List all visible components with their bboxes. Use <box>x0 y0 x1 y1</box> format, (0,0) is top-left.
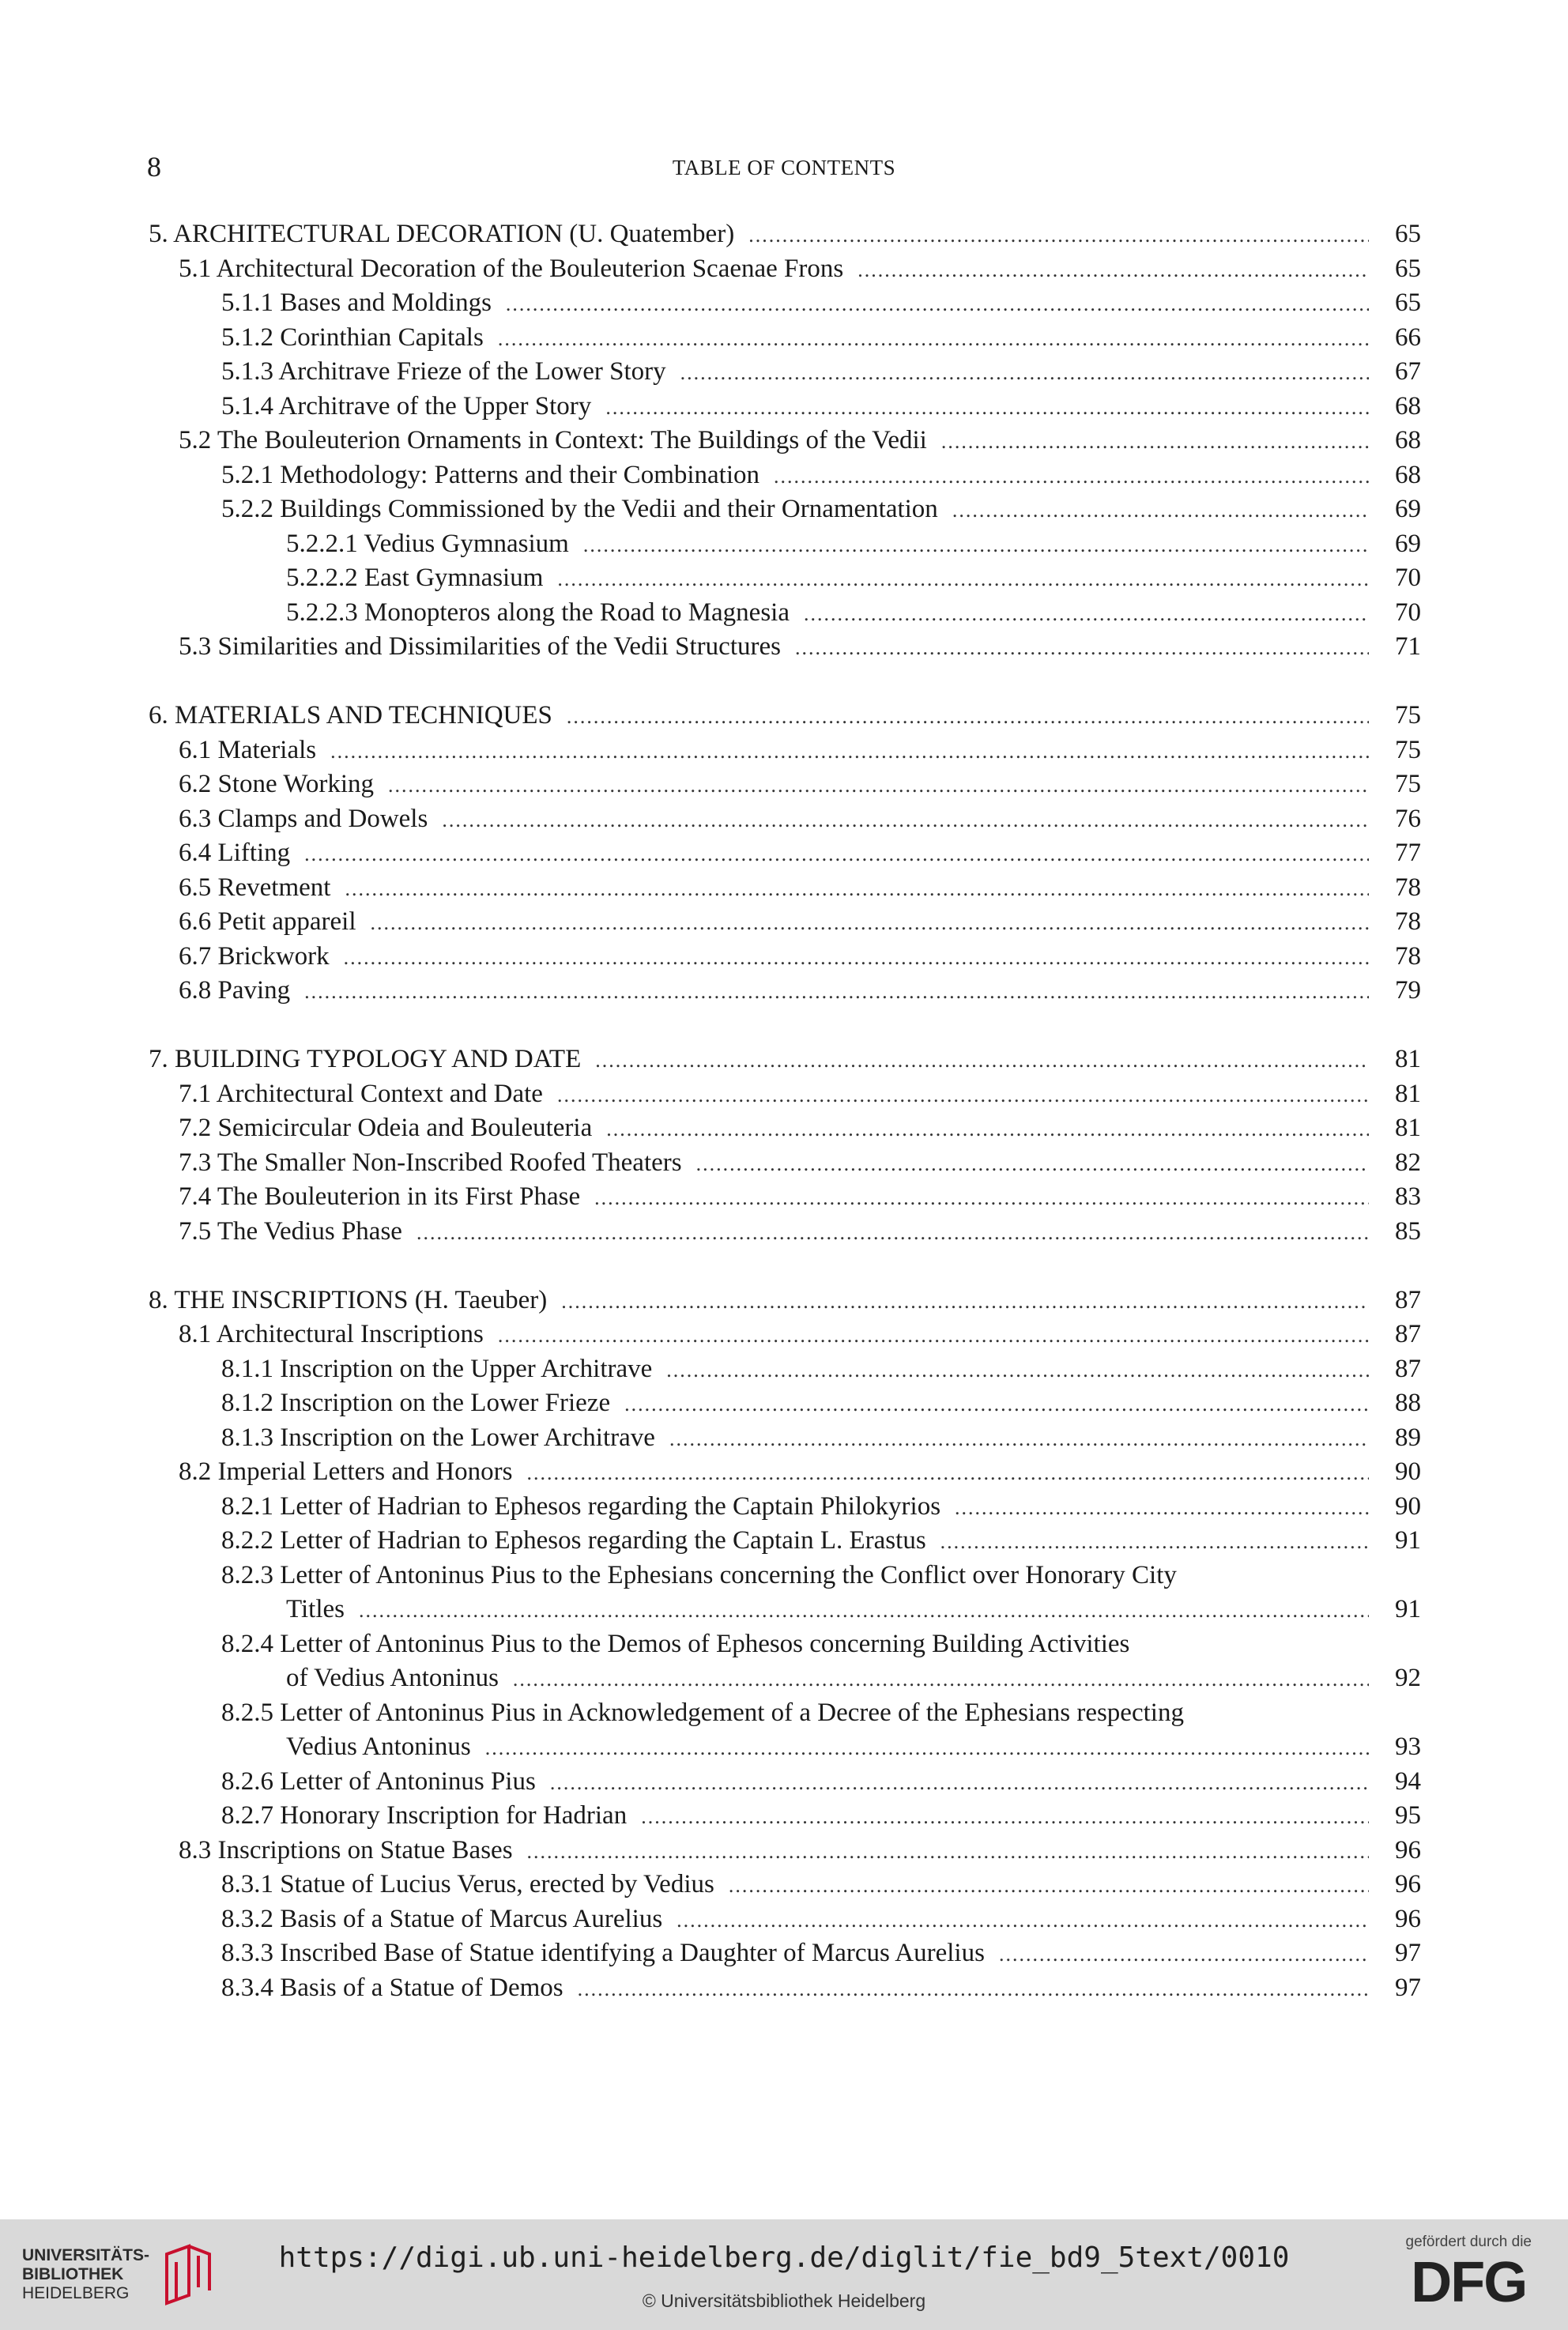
toc-entry-title: 5.1 Architectural Decoration of the Bouleuterion Scaenae Frons <box>179 254 844 283</box>
dot-leader <box>359 1593 1369 1628</box>
toc-entry-page: 76 <box>1395 804 1421 833</box>
toc-entry-title-continuation: of Vedius Antoninus <box>286 1664 499 1692</box>
dot-leader <box>795 631 1369 665</box>
toc-entry-title: 6.4 Lifting <box>179 839 291 867</box>
toc-entry-page: 96 <box>1395 1870 1421 1898</box>
toc-entry-title: 8.3 Inscriptions on Statue Bases <box>179 1835 513 1864</box>
toc-entry[interactable] <box>149 1936 1421 1971</box>
toc-entry-title: 5.2.2.2 East Gymnasium <box>286 564 544 592</box>
toc-entry[interactable] <box>149 355 1421 390</box>
toc-entry[interactable] <box>149 1834 1421 1868</box>
toc-entry-page: 90 <box>1395 1457 1421 1486</box>
dot-leader <box>344 941 1369 975</box>
toc-entry[interactable] <box>149 1524 1421 1559</box>
toc-entry-page: 65 <box>1395 288 1421 317</box>
dot-leader <box>940 1525 1369 1559</box>
toc-entry-page: 70 <box>1395 564 1421 592</box>
toc-entry[interactable] <box>149 1042 1421 1077</box>
dot-leader <box>677 1903 1369 1938</box>
toc-entry-title: 5.2.1 Methodology: Patterns and their Combination <box>221 460 760 489</box>
dot-leader <box>498 1318 1369 1353</box>
toc-entry[interactable] <box>149 1284 1421 1318</box>
dot-leader <box>527 1834 1369 1869</box>
dot-leader <box>578 1972 1369 2007</box>
toc-entry-page: 78 <box>1395 873 1421 902</box>
toc-entry-title: 5.3 Similarities and Dissimilarities of the Vedii Structures <box>179 632 781 661</box>
toc-entry-title-continuation: Vedius Antoninus <box>286 1732 471 1761</box>
toc-entry-title: 8.2 Imperial Letters and Honors <box>179 1457 513 1486</box>
toc-entry[interactable] <box>149 905 1421 940</box>
toc-entry-page: 82 <box>1395 1148 1421 1177</box>
toc-entry-page: 95 <box>1395 1801 1421 1830</box>
toc-entry-title: 5.2 The Bouleuterion Ornaments in Context: The Buildings of the Vedii <box>179 426 927 454</box>
toc-entry-page: 70 <box>1395 598 1421 627</box>
toc-entry[interactable] <box>149 1765 1421 1800</box>
toc-entry[interactable] <box>149 630 1421 665</box>
toc-entry[interactable] <box>149 1559 1421 1627</box>
toc-entry[interactable] <box>149 802 1421 837</box>
dot-leader <box>669 1422 1369 1457</box>
toc-entry[interactable] <box>149 1627 1421 1696</box>
dot-leader <box>605 390 1369 425</box>
toc-entry[interactable] <box>149 1077 1421 1112</box>
toc-entry[interactable] <box>149 527 1421 562</box>
dot-leader <box>606 1112 1369 1147</box>
funding-caption: gefördert durch die <box>1405 2234 1532 2250</box>
toc-entry-title: 8. THE INSCRIPTIONS (H. Taeuber) <box>149 1285 548 1314</box>
toc-entry-title: 8.2.1 Letter of Hadrian to Ephesos regarding the Captain Philokyrios <box>221 1491 941 1521</box>
toc-entry[interactable] <box>149 1902 1421 1937</box>
toc-entry-page: 67 <box>1395 357 1421 386</box>
toc-entry-title: 8.2.3 Letter of Antoninus Pius to the Ephesians concerning the Conflict over Honorary City <box>221 1560 1177 1589</box>
library-name-line2: BIBLIOTHEK <box>22 2265 124 2283</box>
toc-entry[interactable] <box>149 252 1421 287</box>
toc-entry[interactable] <box>149 217 1421 252</box>
toc-entry-page: 69 <box>1395 495 1421 523</box>
toc-entry-page: 81 <box>1395 1114 1421 1142</box>
toc-entry[interactable] <box>149 458 1421 493</box>
toc-entry-title: 5.1.1 Bases and Moldings <box>221 288 492 317</box>
toc-entry-page: 81 <box>1395 1079 1421 1108</box>
toc-entry[interactable] <box>149 1696 1421 1765</box>
toc-entry-title: 6.7 Brickwork <box>179 941 330 971</box>
table-of-contents <box>149 217 1421 2005</box>
toc-entry[interactable] <box>149 767 1421 802</box>
dot-leader <box>304 837 1369 872</box>
dot-leader <box>594 1181 1369 1216</box>
dot-leader <box>485 1731 1369 1766</box>
toc-entry-page: 75 <box>1395 770 1421 798</box>
dot-leader <box>955 1491 1369 1525</box>
toc-entry-page: 91 <box>1395 1526 1421 1555</box>
dot-leader <box>561 1284 1369 1319</box>
footer-banner <box>0 2219 1568 2330</box>
toc-entry[interactable] <box>149 1490 1421 1525</box>
toc-entry[interactable] <box>149 1421 1421 1456</box>
toc-entry[interactable] <box>149 1455 1421 1490</box>
dot-leader <box>513 1662 1369 1697</box>
dot-leader <box>748 218 1369 253</box>
dot-leader <box>952 493 1369 528</box>
dot-leader <box>416 1216 1369 1250</box>
toc-entry[interactable] <box>149 699 1421 733</box>
toc-entry-page: 87 <box>1395 1354 1421 1383</box>
toc-entry-title: 7.3 The Smaller Non-Inscribed Roofed Theaters <box>179 1148 682 1177</box>
toc-entry-title: 5.1.3 Architrave Frieze of the Lower Story <box>221 357 666 386</box>
toc-entry[interactable] <box>149 836 1421 871</box>
toc-entry-title: 5.2.2 Buildings Commissioned by the Vedii and their Ornamentation <box>221 495 938 523</box>
document-url-link[interactable]: https://digi.ub.uni-heidelberg.de/diglit/fie_bd9_5text/0010 <box>278 2241 1290 2274</box>
toc-entry[interactable] <box>149 974 1421 1009</box>
dot-leader <box>557 1078 1369 1113</box>
toc-entry-title: 7.2 Semicircular Odeia and Bouleuteria <box>179 1114 593 1142</box>
toc-entry-title-continuation: Titles <box>286 1595 345 1623</box>
dot-leader <box>567 699 1369 734</box>
toc-entry[interactable] <box>149 1180 1421 1215</box>
toc-entry-page: 87 <box>1395 1285 1421 1314</box>
toc-entry-page: 91 <box>1395 1595 1421 1623</box>
dot-leader <box>999 1937 1369 1972</box>
toc-entry-page: 68 <box>1395 426 1421 454</box>
toc-entry-title: 5.2.2.3 Monopteros along the Road to Magnesia <box>286 598 790 627</box>
dot-leader <box>858 253 1369 288</box>
dot-leader <box>641 1800 1369 1834</box>
toc-entry[interactable] <box>149 1146 1421 1181</box>
toc-entry-title: 5.2.2.1 Vedius Gymnasium <box>286 529 569 558</box>
toc-entry[interactable] <box>149 1386 1421 1421</box>
dot-leader <box>557 562 1369 597</box>
toc-entry-page: 78 <box>1395 907 1421 936</box>
toc-entry[interactable] <box>149 561 1421 596</box>
toc-entry-title: 8.1.1 Inscription on the Upper Architrave <box>221 1354 653 1383</box>
toc-entry[interactable] <box>149 1318 1421 1352</box>
dot-leader <box>371 906 1369 941</box>
toc-entry-page: 68 <box>1395 460 1421 489</box>
toc-entry[interactable] <box>149 1111 1421 1146</box>
dot-leader <box>506 287 1369 322</box>
dot-leader <box>804 597 1369 632</box>
toc-entry-title: 8.2.6 Letter of Antoninus Pius <box>221 1766 536 1796</box>
toc-entry[interactable] <box>149 871 1421 906</box>
dot-leader <box>498 322 1369 356</box>
toc-entry-page: 85 <box>1395 1216 1421 1246</box>
toc-entry-title: 8.2.7 Honorary Inscription for Hadrian <box>221 1801 628 1830</box>
dfg-logo[interactable] <box>1405 2234 1532 2314</box>
toc-entry-title: 6.3 Clamps and Dowels <box>179 804 428 833</box>
dot-leader <box>595 1043 1369 1078</box>
dot-leader <box>666 1353 1369 1388</box>
toc-entry-title: 6.1 Materials <box>179 735 317 764</box>
toc-entry-page: 93 <box>1395 1732 1421 1761</box>
toc-entry-page: 79 <box>1395 976 1421 1005</box>
toc-entry-title: 7.1 Architectural Context and Date <box>179 1079 543 1108</box>
toc-entry-page: 97 <box>1395 1973 1421 2002</box>
toc-entry-title: 6.5 Revetment <box>179 873 331 902</box>
toc-entry-title: 7. BUILDING TYPOLOGY AND DATE <box>149 1045 582 1073</box>
toc-entry[interactable] <box>149 1868 1421 1902</box>
toc-entry-title: 8.3.4 Basis of a Statue of Demos <box>221 1973 564 2002</box>
toc-entry-page: 77 <box>1395 839 1421 867</box>
toc-entry-title: 7.4 The Bouleuterion in its First Phase <box>179 1182 581 1211</box>
toc-entry-page: 75 <box>1395 701 1421 730</box>
toc-entry-title: 8.2.5 Letter of Antoninus Pius in Acknowledgement of a Decree of the Ephesians respecting <box>221 1698 1184 1727</box>
toc-entry-page: 68 <box>1395 391 1421 420</box>
library-name-line1: UNIVERSITÄTS- <box>22 2246 150 2264</box>
toc-entry-page: 75 <box>1395 735 1421 764</box>
toc-entry-title: 8.3.1 Statue of Lucius Verus, erected by Vedius <box>221 1870 714 1898</box>
toc-entry-title: 8.2.2 Letter of Hadrian to Ephesos regarding the Captain L. Erastus <box>221 1526 926 1555</box>
toc-entry-title: 5.1.2 Corinthian Capitals <box>221 322 484 352</box>
dot-leader <box>345 872 1369 907</box>
toc-entry[interactable] <box>149 321 1421 356</box>
toc-entry-page: 66 <box>1395 322 1421 352</box>
toc-entry-page: 65 <box>1395 220 1421 248</box>
toc-entry[interactable] <box>149 424 1421 458</box>
toc-entry-page: 94 <box>1395 1766 1421 1796</box>
toc-entry-title: 8.2.4 Letter of Antoninus Pius to the Demos of Ephesos concerning Building Activities <box>221 1629 1130 1658</box>
toc-entry[interactable] <box>149 940 1421 975</box>
page-number: 8 <box>147 151 161 183</box>
toc-entry-title: 6.6 Petit appareil <box>179 907 356 936</box>
toc-entry-title: 6.2 Stone Working <box>179 770 374 798</box>
toc-entry-title: 8.1.2 Inscription on the Lower Frieze <box>221 1389 611 1417</box>
dot-leader <box>304 975 1369 1009</box>
dfg-wordmark: DFG <box>1411 2251 1527 2314</box>
dot-leader <box>330 734 1369 769</box>
toc-entry-page: 81 <box>1395 1045 1421 1073</box>
toc-entry[interactable] <box>149 1971 1421 2006</box>
toc-entry-title: 6. MATERIALS AND TECHNIQUES <box>149 701 552 730</box>
toc-entry[interactable] <box>149 733 1421 768</box>
running-head: TABLE OF CONTENTS <box>672 156 896 179</box>
dot-leader <box>729 1868 1369 1903</box>
toc-entry-page: 89 <box>1395 1423 1421 1452</box>
toc-entry-title: 6.8 Paving <box>179 976 291 1005</box>
dot-leader <box>941 424 1369 459</box>
toc-entry-title: 5. ARCHITECTURAL DECORATION (U. Quatember) <box>149 220 735 248</box>
toc-entry-title: 8.1.3 Inscription on the Lower Architrave <box>221 1423 655 1452</box>
toc-entry-page: 97 <box>1395 1939 1421 1967</box>
toc-entry-page: 90 <box>1395 1491 1421 1521</box>
toc-entry[interactable] <box>149 1352 1421 1387</box>
dot-leader <box>624 1387 1369 1422</box>
toc-entry-page: 83 <box>1395 1182 1421 1211</box>
toc-entry[interactable] <box>149 286 1421 321</box>
dot-leader <box>680 356 1369 390</box>
toc-entry-page: 69 <box>1395 529 1421 558</box>
toc-entry[interactable] <box>149 1215 1421 1250</box>
copyright-notice: © Universitätsbibliothek Heidelberg <box>642 2290 926 2311</box>
toc-entry-page: 65 <box>1395 254 1421 283</box>
toc-entry-page: 88 <box>1395 1389 1421 1417</box>
dot-leader <box>696 1147 1369 1182</box>
dot-leader <box>526 1456 1369 1491</box>
toc-entry-page: 87 <box>1395 1320 1421 1348</box>
toc-entry-title: 8.3.2 Basis of a Statue of Marcus Aurelius <box>221 1904 663 1933</box>
toc-entry-title: 8.1 Architectural Inscriptions <box>179 1320 484 1348</box>
toc-entry[interactable] <box>149 390 1421 424</box>
library-name-line3: HEIDELBERG <box>22 2284 130 2302</box>
toc-entry[interactable] <box>149 596 1421 631</box>
dot-leader <box>388 768 1369 803</box>
toc-entry[interactable] <box>149 492 1421 527</box>
toc-entry-page: 78 <box>1395 941 1421 971</box>
toc-entry-title: 5.1.4 Architrave of the Upper Story <box>221 391 592 420</box>
toc-entry-title: 8.3.3 Inscribed Base of Statue identifying a Daughter of Marcus Aurelius <box>221 1939 985 1967</box>
toc-entry[interactable] <box>149 1799 1421 1834</box>
toc-entry-page: 96 <box>1395 1835 1421 1864</box>
toc-entry-page: 71 <box>1395 632 1421 661</box>
toc-entry-title: 7.5 The Vedius Phase <box>179 1216 402 1246</box>
dot-leader <box>550 1766 1369 1800</box>
toc-entry-page: 96 <box>1395 1904 1421 1933</box>
dot-leader <box>774 459 1369 494</box>
dot-leader <box>583 528 1369 563</box>
dot-leader <box>442 803 1369 838</box>
toc-entry-page: 92 <box>1395 1664 1421 1692</box>
